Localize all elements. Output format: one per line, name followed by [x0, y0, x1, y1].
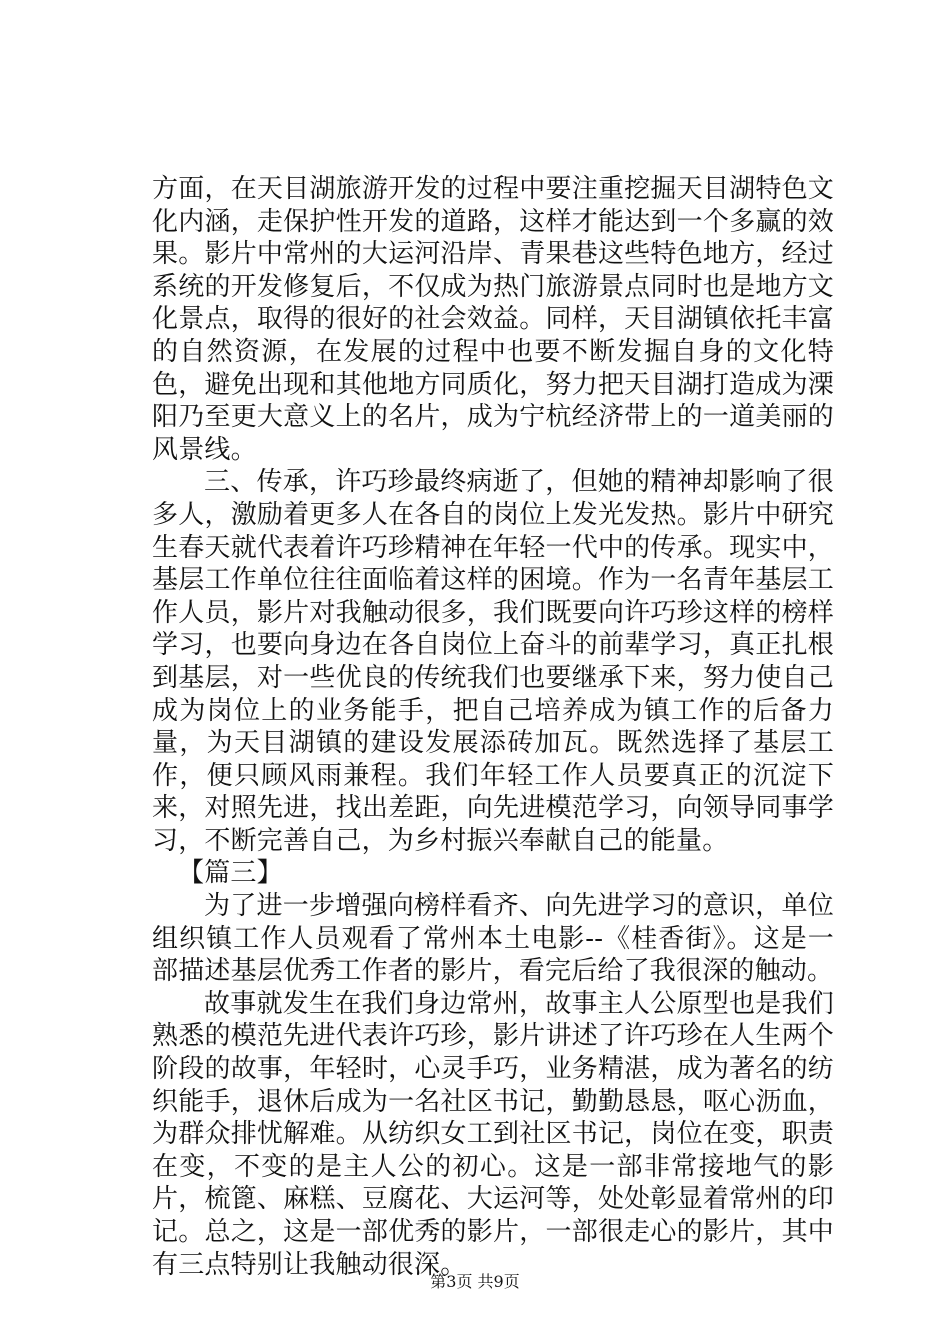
paragraph-inheritance: 三、传承，许巧珍最终病逝了，但她的精神却影响了很多人，激励着更多人在各自的岗位上发光发热。影片中研究生春天就代表着许巧珍精神在年轻一代中的传承。现实中，基层工作单位往往面临着这样的困境。作为一名青年基层工作人员，影片对我触动很多，我们既要向许巧珍这样的榜样学习，也要向身边在各自岗位上奋斗的前辈学习，真正扎根到基层，对一些优良的传统我们也要继承下来，努力使自己成为岗位上的业务能手，把自己培养成为镇工作的后备力量，为天目湖镇的建设发展添砖加瓦。既然选择了基层工作，便只顾风雨兼程。我们年轻工作人员要真正的沉淀下来，对照先进，找出差距，向先进模范学习，向领导同事学习，不断完善自己，为乡村振兴奉献自己的能量。 — [152, 467, 834, 856]
document-body — [152, 173, 834, 1281]
section-heading: 【篇三】 — [178, 858, 283, 889]
paragraph-film-viewing: 为了进一步增强向榜样看齐、向先进学习的意识，单位组织镇工作人员观看了常州本土电影--《桂香街》。这是一部描述基层优秀工作者的影片，看完后给了我很深的触动。 — [152, 891, 834, 987]
page-footer: 第3页 共9页 — [430, 1272, 520, 1291]
paragraph-tourism-culture: 方面，在天目湖旅游开发的过程中要注重挖掘天目湖特色文化内涵，走保护性开发的道路，这样才能达到一个多赢的效果。影片中常州的大运河沿岸、青果巷这些特色地方，经过系统的开发修复后，不仅成为热门旅游景点同时也是地方文化景点，取得的很好的社会效益。同样，天目湖镇依托丰富的自然资源，在发展的过程中也要不断发掘自身的文化特色，避免出现和其他地方同质化，努力把天目湖打造成为溧阳乃至更大意义上的名片，成为宁杭经济带上的一道美丽的风景线。 — [152, 174, 834, 465]
paragraph-story: 故事就发生在我们身边常州，故事主人公原型也是我们熟悉的模范先进代表许巧珍，影片讲述了许巧珍在人生两个阶段的故事，年轻时，心灵手巧，业务精湛，成为著名的纺织能手，退休后成为一名社区书记，勤勤恳恳，呕心沥血，为群众排忧解难。从纺织女工到社区书记，岗位在变，职责在变，不变的是主人公的初心。这是一部非常接地气的影片，梳篦、麻糕、豆腐花、大运河等，处处彰显着常州的印记。总之，这是一部优秀的影片，一部很走心的影片，其中有三点特别让我触动很深。 — [152, 988, 834, 1280]
